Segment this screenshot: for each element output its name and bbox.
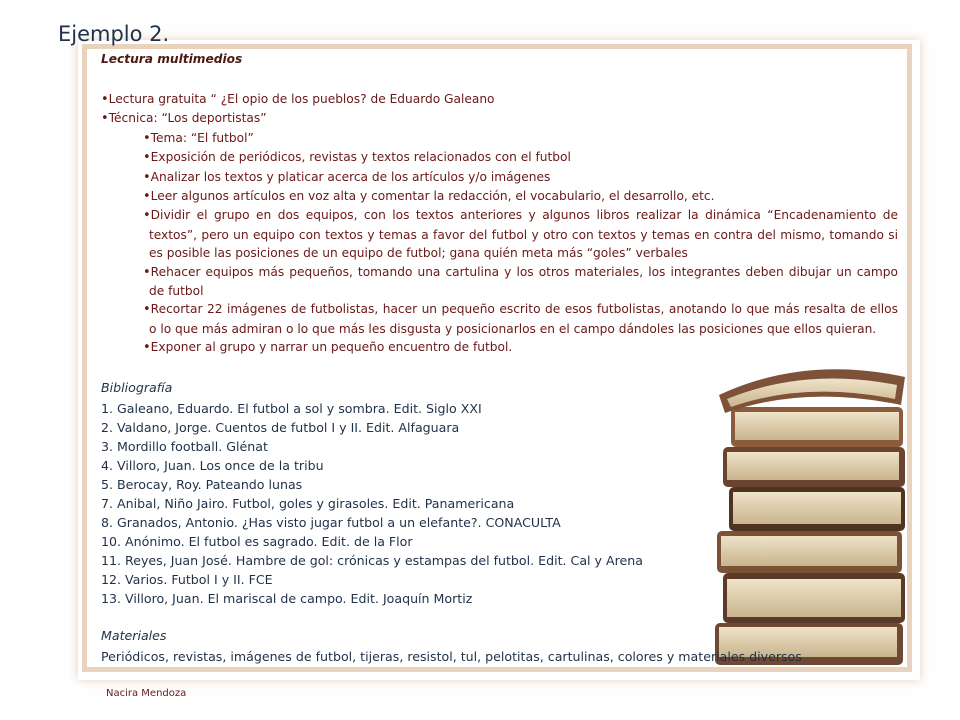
sub-list-item: •Tema: “El futbol” — [143, 130, 254, 146]
bibliography-item: 7. Anibal, Niño Jairo. Futbol, goles y girasoles. Edit. Panamericana — [101, 495, 515, 511]
sub-list-item: •Rehacer equipos más pequeños, tomando una cartulina y los otros materiales, los integrantes deben dibujar un campo de futbol — [143, 264, 898, 299]
slide-content — [101, 52, 898, 666]
bullet-icon: • — [143, 264, 151, 280]
sub-list-item: •Recortar 22 imágenes de futbolistas, hacer un pequeño escrito de esos futbolistas, anotando lo que más resalta de ellos o lo que más admiran o lo que más les disgusta y posicionarlos en el campo dándoles las posiciones que ellos quieran. — [143, 302, 898, 336]
bibliography-item: 1. Galeano, Eduardo. El futbol a sol y sombra. Edit. Siglo XXI — [101, 400, 482, 416]
bullet-icon: • — [143, 130, 151, 146]
sub-list-item: •Exposición de periódicos, revistas y textos relacionados con el futbol — [143, 150, 571, 166]
bullet-icon: • — [143, 302, 151, 318]
bullet-icon: • — [143, 150, 151, 166]
bullet-icon: • — [101, 92, 109, 107]
materials-heading: Materiales — [101, 627, 167, 643]
list-item: •Técnica: “Los deportistas” — [101, 111, 267, 127]
bibliography-item: 8. Granados, Antonio. ¿Has visto jugar futbol a un elefante?. CONACULTA — [101, 514, 561, 530]
sub-list-item: •Leer algunos artículos en voz alta y comentar la redacción, el vocabulario, el desarrollo, etc. — [143, 189, 715, 205]
bullet-icon: • — [143, 189, 151, 205]
bibliography-item: 12. Varios. Futbol I y II. FCE — [101, 571, 273, 587]
bibliography-item: 4. Villoro, Juan. Los once de la tribu — [101, 457, 324, 473]
bullet-icon: • — [101, 111, 109, 127]
sub-list-item: •Analizar los textos y platicar acerca de los artículos y/o imágenes — [143, 169, 551, 185]
bibliography-item: 3. Mordillo football. Glénat — [101, 438, 268, 454]
bibliography-item: 5. Berocay, Roy. Pateando lunas — [101, 476, 303, 492]
bibliography-item: 2. Valdano, Jorge. Cuentos de futbol I y II. Edit. Alfaguara — [101, 419, 460, 435]
bullet-icon: • — [143, 208, 151, 224]
list-item: •Lectura gratuita “ ¿El opio de los pueblos? de Eduardo Galeano — [101, 92, 495, 107]
sub-list-item: •Dividir el grupo en dos equipos, con los textos anteriores y algunos libros realizar la dinámica “Encadenamiento de textos”, pero un equipo con textos y temas a favor del futbol y otro con textos y temas en contra del mismo, tomando si es posible las posiciones de un equipo de futbol; gana quién meta más “goles” verbales — [143, 208, 898, 261]
bibliography-heading: Bibliografía — [101, 379, 173, 395]
bullet-icon: • — [143, 169, 151, 185]
section-subtitle: Lectura multimedios — [101, 52, 243, 66]
bibliography-item: 10. Anónimo. El futbol es sagrado. Edit. de la Flor — [101, 533, 413, 549]
author-footer: Nacira Mendoza — [106, 688, 187, 699]
slide-title: Ejemplo 2. — [58, 22, 170, 46]
sub-list-item: •Exponer al grupo y narrar un pequeño encuentro de futbol. — [143, 340, 513, 356]
bullet-icon: • — [143, 340, 151, 356]
materials-text: Periódicos, revistas, imágenes de futbol, tijeras, resistol, tul, pelotitas, cartulinas, colores y materiales diversos — [101, 648, 802, 664]
bibliography-item: 13. Villoro, Juan. El mariscal de campo. Edit. Joaquín Mortiz — [101, 590, 473, 606]
bibliography-item: 11. Reyes, Juan José. Hambre de gol: crónicas y estampas del futbol. Edit. Cal y Arena — [101, 552, 643, 568]
